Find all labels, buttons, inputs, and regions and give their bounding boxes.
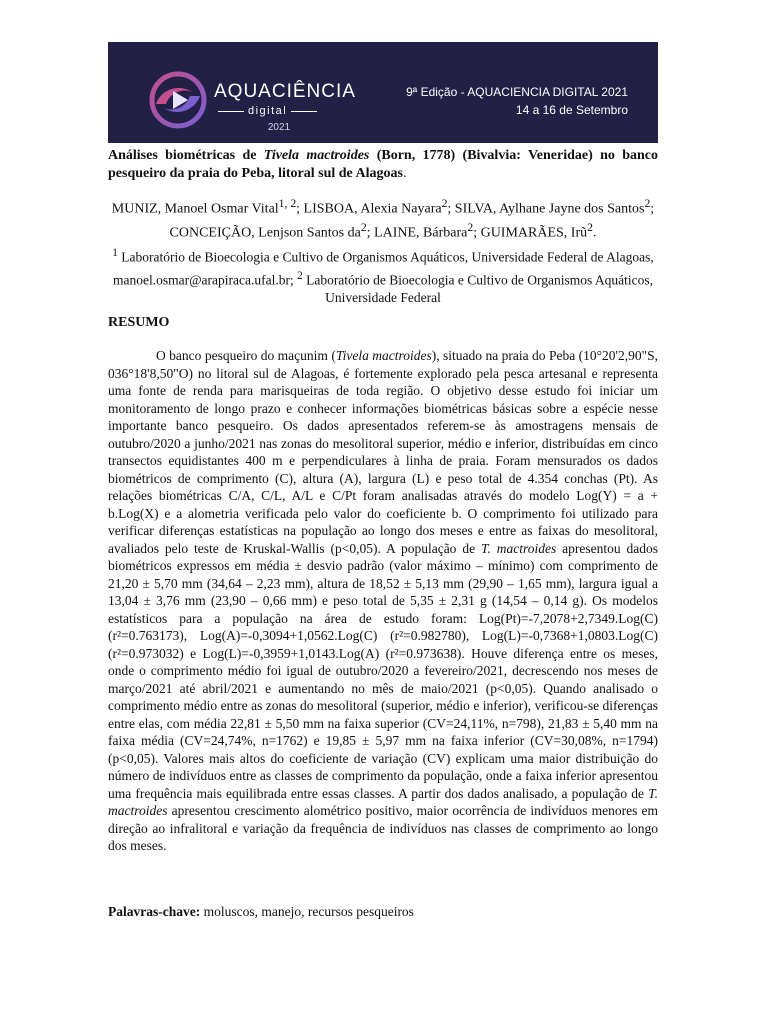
abstract-text: apresentou dados biométricos expressos em média ± desvio padrão (valor máximo – mínimo) com comprimento de 21,20 ± 5,70 mm (34,64 – 2,23 mm), altura de 18,52 ± 5,13 mm (29,90 – 1,65 mm), largura igual a 13,04 ± 3,76 mm (23,90 – 0,66 mm) e peso total de 5,35 ± 2,31 g (14,54 – 0,14 g). Os modelos estatísticos para a população na área de estudo foram: Log(Pt)=-7,2078+2,7349.Log(C) (r²=0.763173), Log(A)=-0,3094+1,0562.Log(C) (r²=0.982780), Log(L)=-0,7368+1,0803.Log(C) (r²=0.973032) e Log(L)=-0,3959+1,0143.Log(A) (r²=0.973638). Houve diferença entre os meses, onde o comprimento médio foi igual de outubro/2020 a fevereiro/2021, decrescendo nos meses de março/2021 até abril/2021 e aumentando no mês de maio/2021 (p<0,05). Quando analisado o comprimento médio entre as zonas do mesolitoral (superior, médio e inferior), verificou-se diferenças entre elas, com média 22,81 ± 5,50 mm na faixa superior (CV=24,11%, n=798), 21,83 ± 5,40 mm na faixa média (CV=24,74%, n=1762) e 19,85 ± 5,97 mm na faixa inferior (CV=30,08%, n=1794) (p<0,05). Valores mais altos do coeficiente de variação (CV) explicam uma maior distribuição do número de indivíduos entre as classes de comprimento da população, onde a faixa inferior apresentou uma frequência mais equilibrada entre essas classes. A partir dos dados analisado, a população de <box>108 540 658 801</box>
author-sup: 2 <box>587 220 593 234</box>
author: ; GUIMARÃES, Irũ <box>473 225 588 241</box>
keywords-text: moluscos, manejo, recursos pesqueiros <box>200 904 414 919</box>
author: MUNIZ, Manoel Osmar Vital <box>111 201 279 217</box>
abstract-text: apresentou crescimento alométrico positivo, maior ocorrência de indivíduos menores em direção ao infralitoral e variação da frequência de indivíduos nas classes de comprimento ao longo dos meses. <box>108 803 658 853</box>
affil-text: Laboratório de Bioecologia e Cultivo de Organismos Aquáticos, Universidade Federal <box>302 272 654 305</box>
author: ; LAINE, Bárbara <box>366 225 468 241</box>
brand-wordmark <box>214 82 356 133</box>
abstract-text: ), situado na praia do Peba (10°20'2,90"S, 036°18'8,50"O) no litoral sul de Alagoas, é fortemente explorado pela pesca artesanal e representa uma fonte de renda para marisqueiras de toda região. O objetivo desse estudo foi iniciar um monitoramento de longo prazo e conhecer informações biométricas básicas sobre a espécie nesse importante banco pesqueiro. Os dados apresentados referem-se às amostragens mensais de outubro/2020 a junho/2021 nas zonas do mesolitoral superior, médio e inferior, distribuídas em cinco transectos equidistantes 400 m e perpendiculares à linha de praia. Foram mensurados os dados biométricos de comprimento (C), altura (A), largura (L) e peso total de 4.354 conchas (Pt). As relações biométricas C/A, C/L, A/L e C/Pt foram analisadas através do modelo Log(Y) = a + b.Log(X) e a alometria verificada pelo valor do coeficiente b. O comprimento foi utilizado para verificar diferenças estatísticas na população ao longo dos meses e entre as faixas do mesolitoral, avaliados pelo teste de Kruskal-Wallis (p<0,05). A população de <box>108 348 658 556</box>
affil-sup: 1 <box>112 247 118 259</box>
species-name: T. mactroides <box>108 785 658 818</box>
title-species: Tivela mactroides <box>263 148 370 163</box>
edition-line: 9ª Edição - AQUACIENCIA DIGITAL 2021 <box>406 85 628 99</box>
species-name: T. mactroides <box>480 540 557 556</box>
event-banner <box>108 42 658 143</box>
affiliations <box>108 244 658 307</box>
section-heading: RESUMO <box>108 315 170 330</box>
author-list <box>108 195 658 242</box>
species-name: Tivela mactroides <box>335 348 432 363</box>
event-dates: 14 a 16 de Setembro <box>515 103 628 117</box>
title-part1: Análises biométricas de <box>108 148 264 163</box>
author: ; SILVA, Aylhane Jayne dos Santos <box>447 201 645 217</box>
paper-title <box>108 147 658 183</box>
affil-sup: 2 <box>297 269 303 282</box>
author-sup: 2 <box>644 197 651 210</box>
author: ; CONCEIÇÃO, Lenjson Santos da <box>169 201 655 241</box>
abstract-paragraph <box>108 347 658 855</box>
brand-sub-text: digital <box>248 105 288 117</box>
author: ; LISBOA, Alexia Nayara <box>296 201 442 217</box>
brand-year: 2021 <box>267 122 291 133</box>
authors-end: . <box>592 225 597 241</box>
edition-info <box>406 83 628 119</box>
title-end: . <box>402 166 407 181</box>
keywords <box>108 903 658 921</box>
abstract-text: O banco pesqueiro do maçunim ( <box>156 348 336 363</box>
keywords-label: Palavras-chave: <box>108 904 201 919</box>
author-sup: 1, 2 <box>278 197 297 210</box>
author-sup: 2 <box>360 220 367 234</box>
author-sup: 2 <box>467 220 474 234</box>
author-sup: 2 <box>441 197 448 210</box>
abstract-body <box>108 347 658 855</box>
affil-text: Laboratório de Bioecologia e Cultivo de Organismos Aquáticos, Universidade Federal de Alagoas, manoel.osmar@arapiraca.ufal.br; <box>112 249 654 287</box>
fish-play-logo-icon <box>148 70 208 130</box>
title-part2: (Born, 1778) (Bivalvia: Veneridae) no banco pesqueiro da praia do Peba, litoral sul de Alagoas <box>108 148 659 181</box>
divider-right <box>291 111 317 112</box>
brand-subtitle <box>214 104 356 118</box>
divider-left <box>218 111 244 112</box>
brand-name: AQUACIÊNCIA <box>214 81 356 102</box>
